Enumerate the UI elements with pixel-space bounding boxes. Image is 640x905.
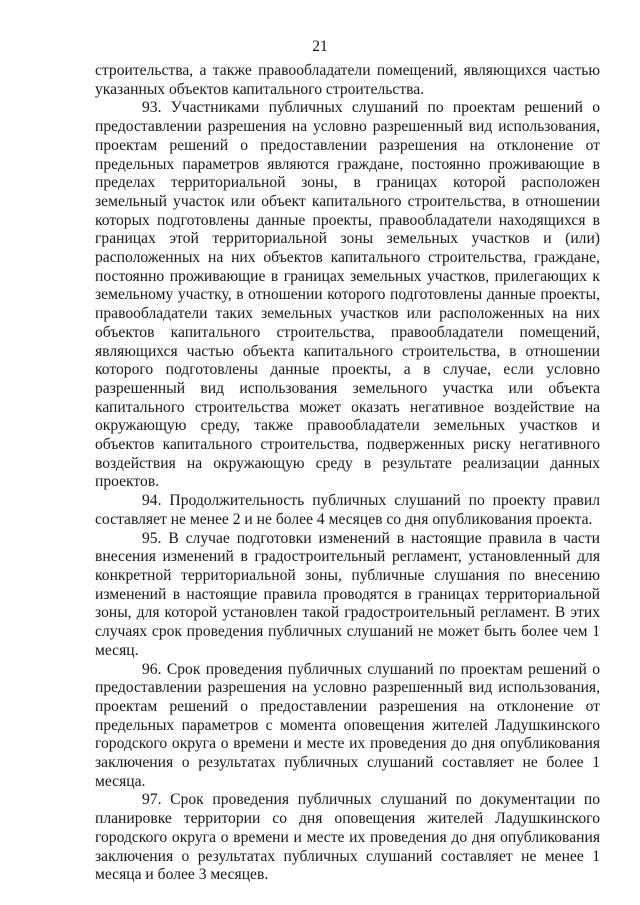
paragraph-96: 96. Срок проведения публичных слушаний по проектам решений о предоставлении разрешения на условно разрешенный вид использования, проектам решений о предоставлении разрешения на отклонение от предельных параметров с момента оповещения жителей Ладушкинского городского округа о времени и месте их проведения до дня опубликования заключения о результатах публичных слушаний составляет не более 1 месяца. [95, 660, 600, 790]
paragraph-97: 97. Срок проведения публичных слушаний по документации по планировке территории со дня оповещения жителей Ладушкинского городского округа о времени и месте их проведения до дня опубликования заключения о результатах публичных слушаний составляет не менее 1 месяца и более 3 месяцев. [95, 791, 600, 884]
paragraph-94: 94. Продолжительность публичных слушаний по проекту правил составляет не менее 2 и не более 4 месяцев со дня опубликования проекта. [95, 492, 600, 528]
paragraph-93: 93. Участниками публичных слушаний по проектам решений о предоставлении разрешения на условно разрешенный вид использования, проектам решений о предоставлении разрешения на отклонение от предельных параметров являются граждане, постоянно проживающие в пределах территориальной зоны, в границах которой расположен земельный участок или объект капитального строительства, в отношении которых подготовлены данные проекты, правообладатели находящихся в границах этой территориальной зоны земельных участков и (или) расположенных на них объектов капитального строительства, граждане, постоянно проживающие в границах земельных участков, прилегающих к земельному участку, в отношении которого подготовлены данные проекты, правообладатели таких земельных участков или расположенных на них объектов капитального строительства, правообладатели помещений, являющихся частью объекта капитального строительства, в отношении которого подготовлены данные проекты, а в случае, если условно разрешенный вид использования земельного участка или объекта капитального строительства может оказать негативное воздействие на окружающую среду, также правообладатели земельных участков и объектов капитального строительства, подверженных риску негативного воздействия на окружающую среду в результате реализации данных проектов. [95, 99, 600, 491]
paragraph-continuation: строительства, а также правообладатели помещений, являющихся частью указанных объектов капитального строительства. [95, 62, 600, 98]
paragraph-95: 95. В случае подготовки изменений в настоящие правила в части внесения изменений в градостроительный регламент, установленный для конкретной территориальной зоны, публичные слушания по внесению изменений в настоящие правила проводятся в границах территориальной зоны, для которой установлен такой градостроительный регламент. В этих случаях срок проведения публичных слушаний не может быть более чем 1 месяц. [95, 529, 600, 659]
page-number: 21 [312, 38, 328, 55]
document-body [95, 62, 600, 885]
